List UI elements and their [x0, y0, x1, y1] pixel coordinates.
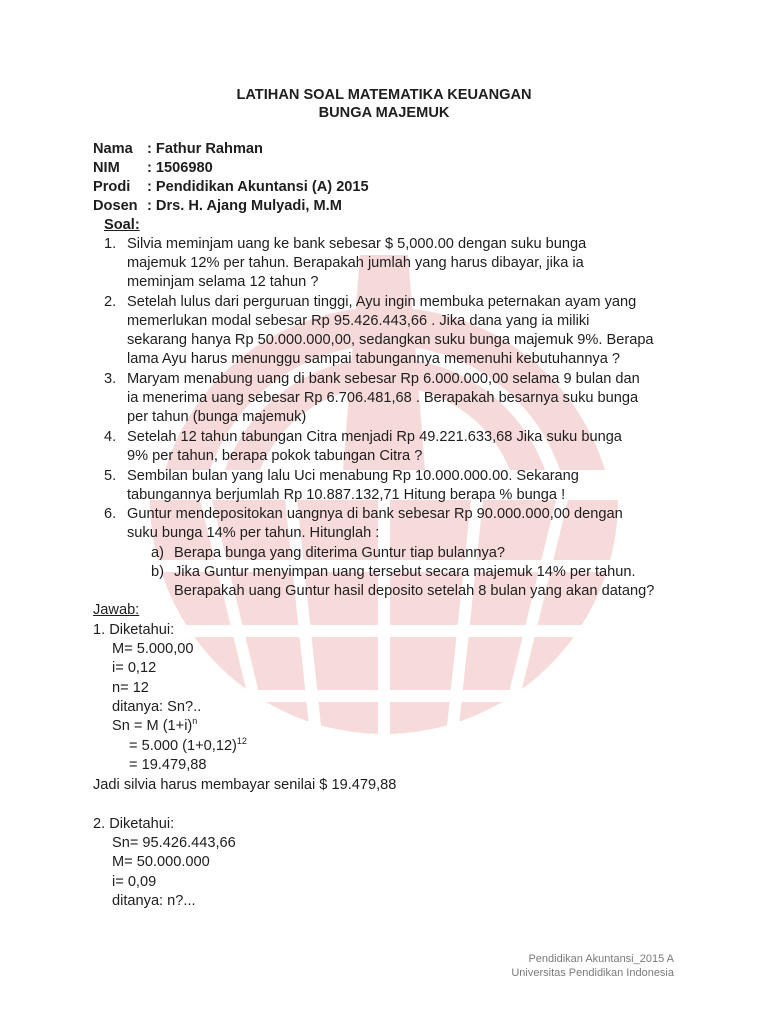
subitem-letter: a) [151, 545, 164, 561]
question-text-line: memerlukan modal sebesar Rp 95.426.443,66 . Jika dana yang ia miliki [127, 313, 590, 329]
question-text-line: per tahun (bunga majemuk) [127, 409, 307, 425]
footer-university: Universitas Pendidikan Indonesia [511, 967, 674, 979]
step-text: = 5.000 (1+0,12) [129, 738, 237, 754]
footer-program: Pendidikan Akuntansi_2015 A [528, 953, 674, 965]
formula-text: Sn = M (1+i) [112, 718, 193, 734]
question-text-line: suku bunga 14% per tahun. Hitunglah : [127, 525, 380, 541]
answer-formula [112, 717, 197, 736]
answer-step [129, 737, 247, 756]
question-number: 6. [104, 506, 117, 522]
identity-label: Nama [93, 141, 133, 157]
identity-row-nim [93, 159, 213, 178]
answer-heading: 1. Diketahui: [93, 622, 175, 638]
identity-label: Dosen [93, 198, 138, 214]
answer-line: ditanya: n?... [112, 893, 196, 909]
subitem-text-line: Berapakah uang Guntur hasil deposito setelah 8 bulan yang akan datang? [174, 583, 655, 599]
question-number: 3. [104, 371, 117, 387]
question-number: 5. [104, 468, 117, 484]
answer-step: = 19.479,88 [129, 757, 207, 773]
answer-line: M= 5.000,00 [112, 641, 194, 657]
question-text-line: lama Ayu harus menunggu sampai tabungannya memenuhi kebutuhannya ? [127, 351, 621, 367]
question-text-line: sekarang hanya Rp 50.000.000,00, sedangkan suku bunga majemuk 9%. Berapa [127, 332, 654, 348]
identity-label: NIM [93, 160, 120, 176]
question-number: 1. [104, 236, 117, 252]
answer-conclusion: Jadi silvia harus membayar senilai $ 19.479,88 [93, 777, 397, 793]
question-text-line: majemuk 12% per tahun. Berapakah jumlah yang harus dibayar, jika ia [127, 255, 584, 271]
identity-row-prodi [93, 178, 369, 197]
document-subtitle: BUNGA MAJEMUK [318, 105, 450, 121]
question-text-line: Maryam menabung uang di bank sebesar Rp 6.000.000,00 selama 9 bulan dan [127, 371, 640, 387]
answer-line: i= 0,09 [112, 874, 157, 890]
identity-row-nama [93, 140, 263, 159]
question-text-line: Guntur mendepositokan uangnya di bank sebesar Rp 90.000.000,00 dengan [127, 506, 623, 522]
identity-label: Prodi [93, 179, 131, 195]
answer-heading: 2. Diketahui: [93, 816, 175, 832]
formula-exponent: n [192, 716, 198, 726]
question-text-line: ia menerima uang sebesar Rp 6.706.481,68 . Berapakah besarnya suku bunga [127, 390, 639, 406]
subitem-letter: b) [151, 564, 164, 580]
question-number: 4. [104, 429, 117, 445]
question-text-line: meminjam selama 12 tahun ? [127, 274, 319, 290]
subitem-text-line: Jika Guntur menyimpan uang tersebut secara majemuk 14% per tahun. [174, 564, 636, 580]
identity-value: : Drs. H. Ajang Mulyadi, M.M [147, 198, 342, 214]
answer-line: n= 12 [112, 680, 149, 696]
document-title: LATIHAN SOAL MATEMATIKA KEUANGAN [236, 87, 532, 103]
question-text-line: Silvia meminjam uang ke bank sebesar $ 5,000.00 dengan suku bunga [127, 236, 587, 252]
question-text-line: Setelah lulus dari perguruan tinggi, Ayu ingin membuka peternakan ayam yang [127, 294, 637, 310]
answer-line: Sn= 95.426.443,66 [112, 835, 236, 851]
identity-value: : Pendidikan Akuntansi (A) 2015 [147, 179, 369, 195]
step-exponent: 12 [236, 736, 247, 746]
subitem-text-line: Berapa bunga yang diterima Guntur tiap bulannya? [174, 545, 506, 561]
identity-value: : Fathur Rahman [147, 141, 263, 157]
question-number: 2. [104, 294, 117, 310]
question-text-line: Setelah 12 tahun tabungan Citra menjadi Rp 49.221.633,68 Jika suku bunga [127, 429, 622, 445]
identity-value: : 1506980 [147, 160, 213, 176]
question-text-line: tabungannya berjumlah Rp 10.887.132,71 Hitung berapa % bunga ! [127, 487, 566, 503]
jawab-heading: Jawab: [93, 602, 140, 618]
identity-row-dosen [93, 197, 342, 216]
answer-line: ditanya: Sn?.. [112, 699, 202, 715]
question-text-line: 9% per tahun, berapa pokok tabungan Citra ? [127, 448, 423, 464]
question-text-line: Sembilan bulan yang lalu Uci menabung Rp 10.000.000.00. Sekarang [127, 468, 579, 484]
soal-heading: Soal: [104, 217, 140, 233]
answer-line: M= 50.000.000 [112, 854, 210, 870]
answer-line: i= 0,12 [112, 660, 157, 676]
